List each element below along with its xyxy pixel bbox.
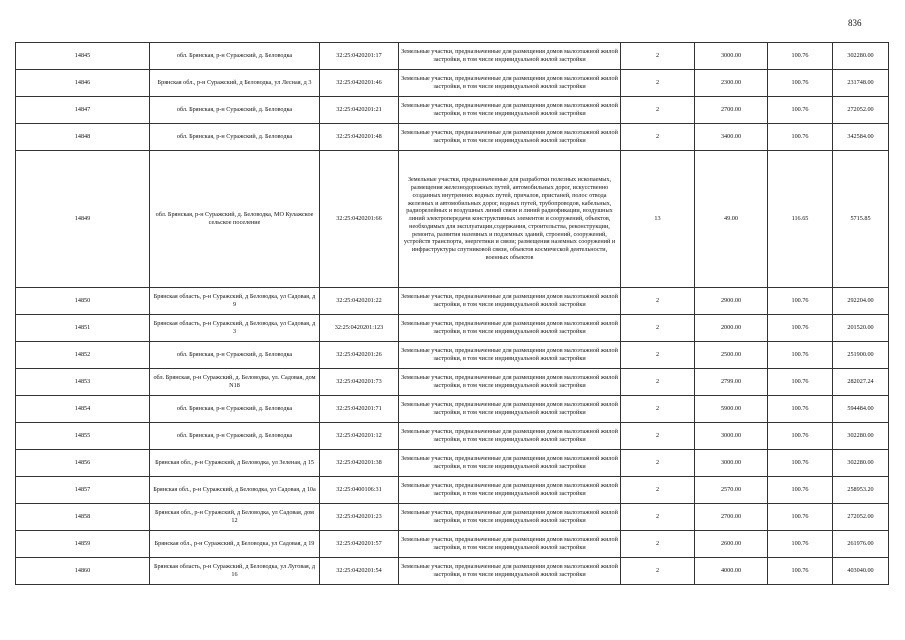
- permitted-use-cell: Земельные участки, предназначенные для размещения домов малоэтажной жилой застройки, в том числе индивидуальной жилой застройки: [399, 423, 621, 450]
- table-row: [16, 288, 889, 315]
- table-row: [16, 450, 889, 477]
- address-cell: обл. Брянская, р-н Суражский, д. Беловодка: [150, 342, 320, 369]
- cadastral-number-cell: 32:25:0420201:46: [320, 70, 399, 97]
- category-cell: 2: [621, 531, 695, 558]
- cadastral-number-cell: 32:25:0420201:17: [320, 43, 399, 70]
- permitted-use-cell: Земельные участки, предназначенные для размещения домов малоэтажной жилой застройки, в том числе индивидуальной жилой застройки: [399, 70, 621, 97]
- address-cell: обл. Брянская, р-н Суражский, д. Беловодка: [150, 124, 320, 151]
- rate-cell: 100.76: [768, 450, 833, 477]
- category-cell: 13: [621, 151, 695, 288]
- permitted-use-cell: Земельные участки, предназначенные для размещения домов малоэтажной жилой застройки, в том числе индивидуальной жилой застройки: [399, 369, 621, 396]
- area-cell: 2000.00: [695, 315, 768, 342]
- rate-cell: 100.76: [768, 288, 833, 315]
- rate-cell: 100.76: [768, 558, 833, 585]
- permitted-use-cell: Земельные участки, предназначенные для размещения домов малоэтажной жилой застройки, в том числе индивидуальной жилой застройки: [399, 124, 621, 151]
- cadastral-number-cell: 32:25:0400106:31: [320, 477, 399, 504]
- table-row: [16, 369, 889, 396]
- cadastral-value-cell: 302280.00: [833, 43, 889, 70]
- cadastral-value-cell: 258953.20: [833, 477, 889, 504]
- address-cell: Брянская обл., р-н Суражский, д Беловодка, ул Садовая, д 19: [150, 531, 320, 558]
- address-cell: Брянская область, р-н Суражский, д Беловодка, ул Садовая, д 9: [150, 288, 320, 315]
- cadastral-value-cell: 403040.00: [833, 558, 889, 585]
- area-cell: 3400.00: [695, 124, 768, 151]
- rate-cell: 100.76: [768, 97, 833, 124]
- cadastral-value-cell: 251900.00: [833, 342, 889, 369]
- address-cell: Брянская обл., р-н Суражский, д Беловодка, ул Зеленая, д 15: [150, 450, 320, 477]
- row-number-cell: 14845: [16, 43, 150, 70]
- address-cell: обл. Брянская, р-н Суражский, д. Беловодка, ул. Садовая, дом N18: [150, 369, 320, 396]
- page-number: 836: [848, 18, 862, 28]
- table-row: [16, 97, 889, 124]
- cadastral-number-cell: 32:25:0420201:22: [320, 288, 399, 315]
- cadastral-value-cell: 302280.00: [833, 450, 889, 477]
- area-cell: 5900.00: [695, 396, 768, 423]
- category-cell: 2: [621, 477, 695, 504]
- address-cell: обл. Брянская, р-н Суражский, д. Беловодка: [150, 396, 320, 423]
- table-row: [16, 342, 889, 369]
- area-cell: 2700.00: [695, 97, 768, 124]
- table-row: [16, 558, 889, 585]
- cadastral-value-cell: 282027.24: [833, 369, 889, 396]
- address-cell: Брянская обл., р-н Суражский, д Беловодка, ул Лесная, д 3: [150, 70, 320, 97]
- row-number-cell: 14848: [16, 124, 150, 151]
- table-row: [16, 151, 889, 288]
- category-cell: 2: [621, 396, 695, 423]
- row-number-cell: 14855: [16, 423, 150, 450]
- cadastral-value-cell: 231748.00: [833, 70, 889, 97]
- cadastral-value-table: [15, 42, 889, 585]
- area-cell: 49.00: [695, 151, 768, 288]
- address-cell: обл. Брянская, р-н Суражский, д. Беловодка: [150, 97, 320, 124]
- area-cell: 2600.00: [695, 531, 768, 558]
- area-cell: 2700.00: [695, 504, 768, 531]
- cadastral-number-cell: 32:25:0420201:48: [320, 124, 399, 151]
- permitted-use-cell: Земельные участки, предназначенные для разработки полезных ископаемых, размещения железнодорожных путей, автомобильных дорог, искусственно созданных внутренних водных путей, причалов, пристаней, полос отвода железных и автомобильных дорог, водных путей, трубопроводов, кабельных, радиорелейных и воздушных линий связи и линий радиофикации, воздушных линий электропередачи конструктивных элементов и сооружений, объектов, необходимых для эксплуатации,содержания, строительства, реконструкции, ремонта, развития наземных и подземных зданий, строений, сооружений, устройств транспорта, энергетики и связи; размещения наземных сооружений и инфраструктуры спутниковой связи, объектов космической деятельности, военных объектов: [399, 151, 621, 288]
- permitted-use-cell: Земельные участки, предназначенные для размещения домов малоэтажной жилой застройки, в том числе индивидуальной жилой застройки: [399, 531, 621, 558]
- cadastral-number-cell: 32:25:0420201:23: [320, 504, 399, 531]
- cadastral-value-cell: 272052.00: [833, 97, 889, 124]
- cadastral-value-cell: 201520.00: [833, 315, 889, 342]
- rate-cell: 100.76: [768, 43, 833, 70]
- cadastral-value-cell: 594484.00: [833, 396, 889, 423]
- permitted-use-cell: Земельные участки, предназначенные для размещения домов малоэтажной жилой застройки, в том числе индивидуальной жилой застройки: [399, 450, 621, 477]
- table-row: [16, 504, 889, 531]
- cadastral-number-cell: 32:25:0420201:66: [320, 151, 399, 288]
- category-cell: 2: [621, 558, 695, 585]
- row-number-cell: 14856: [16, 450, 150, 477]
- area-cell: 2500.00: [695, 342, 768, 369]
- address-cell: обл. Брянская, р-н Суражский, д. Беловодка: [150, 43, 320, 70]
- cadastral-number-cell: 32:25:0420201:54: [320, 558, 399, 585]
- rate-cell: 100.76: [768, 477, 833, 504]
- row-number-cell: 14853: [16, 369, 150, 396]
- cadastral-value-cell: 342584.00: [833, 124, 889, 151]
- row-number-cell: 14850: [16, 288, 150, 315]
- row-number-cell: 14854: [16, 396, 150, 423]
- cadastral-number-cell: 32:25:0420201:12: [320, 423, 399, 450]
- area-cell: 3000.00: [695, 450, 768, 477]
- area-cell: 3000.00: [695, 423, 768, 450]
- category-cell: 2: [621, 450, 695, 477]
- category-cell: 2: [621, 369, 695, 396]
- rate-cell: 100.76: [768, 396, 833, 423]
- table-row: [16, 531, 889, 558]
- cadastral-number-cell: 32:25:0420201:21: [320, 97, 399, 124]
- table-row: [16, 43, 889, 70]
- permitted-use-cell: Земельные участки, предназначенные для размещения домов малоэтажной жилой застройки, в том числе индивидуальной жилой застройки: [399, 558, 621, 585]
- row-number-cell: 14847: [16, 97, 150, 124]
- row-number-cell: 14859: [16, 531, 150, 558]
- cadastral-number-cell: 32:25:0420201:26: [320, 342, 399, 369]
- category-cell: 2: [621, 504, 695, 531]
- cadastral-value-cell: 5715.85: [833, 151, 889, 288]
- area-cell: 2900.00: [695, 288, 768, 315]
- cadastral-number-cell: 32:25:0420201:38: [320, 450, 399, 477]
- row-number-cell: 14860: [16, 558, 150, 585]
- row-number-cell: 14857: [16, 477, 150, 504]
- permitted-use-cell: Земельные участки, предназначенные для размещения домов малоэтажной жилой застройки, в том числе индивидуальной жилой застройки: [399, 477, 621, 504]
- category-cell: 2: [621, 97, 695, 124]
- cadastral-value-cell: 272052.00: [833, 504, 889, 531]
- address-cell: Брянская область, р-н Суражский, д Беловодка, ул Луговая, д 16: [150, 558, 320, 585]
- area-cell: 2300.00: [695, 70, 768, 97]
- table-body: [16, 43, 889, 585]
- permitted-use-cell: Земельные участки, предназначенные для размещения домов малоэтажной жилой застройки, в том числе индивидуальной жилой застройки: [399, 288, 621, 315]
- address-cell: обл. Брянская, р-н Суражский, д. Беловодка, МО Кулажское сельское поселение: [150, 151, 320, 288]
- category-cell: 2: [621, 423, 695, 450]
- permitted-use-cell: Земельные участки, предназначенные для размещения домов малоэтажной жилой застройки, в том числе индивидуальной жилой застройки: [399, 43, 621, 70]
- address-cell: Брянская обл., р-н Суражский, д Беловодка, ул Садовая, дом 12: [150, 504, 320, 531]
- address-cell: Брянская область, р-н Суражский, д Беловодка, ул Садовая, д 3: [150, 315, 320, 342]
- address-cell: обл. Брянская, р-н Суражский, д. Беловодка: [150, 423, 320, 450]
- area-cell: 2570.00: [695, 477, 768, 504]
- category-cell: 2: [621, 43, 695, 70]
- category-cell: 2: [621, 342, 695, 369]
- row-number-cell: 14858: [16, 504, 150, 531]
- cadastral-number-cell: 32:25:0420201:123: [320, 315, 399, 342]
- rate-cell: 100.76: [768, 342, 833, 369]
- permitted-use-cell: Земельные участки, предназначенные для размещения домов малоэтажной жилой застройки, в том числе индивидуальной жилой застройки: [399, 396, 621, 423]
- table-row: [16, 477, 889, 504]
- rate-cell: 100.76: [768, 423, 833, 450]
- rate-cell: 100.76: [768, 369, 833, 396]
- area-cell: 3000.00: [695, 43, 768, 70]
- permitted-use-cell: Земельные участки, предназначенные для размещения домов малоэтажной жилой застройки, в том числе индивидуальной жилой застройки: [399, 504, 621, 531]
- rate-cell: 100.76: [768, 70, 833, 97]
- table-row: [16, 124, 889, 151]
- rate-cell: 100.76: [768, 531, 833, 558]
- area-cell: 2799.00: [695, 369, 768, 396]
- cadastral-value-cell: 292204.00: [833, 288, 889, 315]
- category-cell: 2: [621, 288, 695, 315]
- table-row: [16, 396, 889, 423]
- cadastral-number-cell: 32:25:0420201:71: [320, 396, 399, 423]
- rate-cell: 100.76: [768, 315, 833, 342]
- address-cell: Брянская обл., р-н Суражский, д Беловодка, ул Садовая, д 10а: [150, 477, 320, 504]
- area-cell: 4000.00: [695, 558, 768, 585]
- row-number-cell: 14846: [16, 70, 150, 97]
- rate-cell: 116.65: [768, 151, 833, 288]
- rate-cell: 100.76: [768, 124, 833, 151]
- row-number-cell: 14852: [16, 342, 150, 369]
- permitted-use-cell: Земельные участки, предназначенные для размещения домов малоэтажной жилой застройки, в том числе индивидуальной жилой застройки: [399, 342, 621, 369]
- category-cell: 2: [621, 70, 695, 97]
- permitted-use-cell: Земельные участки, предназначенные для размещения домов малоэтажной жилой застройки, в том числе индивидуальной жилой застройки: [399, 315, 621, 342]
- category-cell: 2: [621, 124, 695, 151]
- table-row: [16, 423, 889, 450]
- row-number-cell: 14849: [16, 151, 150, 288]
- category-cell: 2: [621, 315, 695, 342]
- cadastral-number-cell: 32:25:0420201:57: [320, 531, 399, 558]
- cadastral-number-cell: 32:25:0420201:73: [320, 369, 399, 396]
- row-number-cell: 14851: [16, 315, 150, 342]
- cadastral-value-cell: 302280.00: [833, 423, 889, 450]
- table-row: [16, 315, 889, 342]
- table-row: [16, 70, 889, 97]
- permitted-use-cell: Земельные участки, предназначенные для размещения домов малоэтажной жилой застройки, в том числе индивидуальной жилой застройки: [399, 97, 621, 124]
- rate-cell: 100.76: [768, 504, 833, 531]
- cadastral-value-cell: 261976.00: [833, 531, 889, 558]
